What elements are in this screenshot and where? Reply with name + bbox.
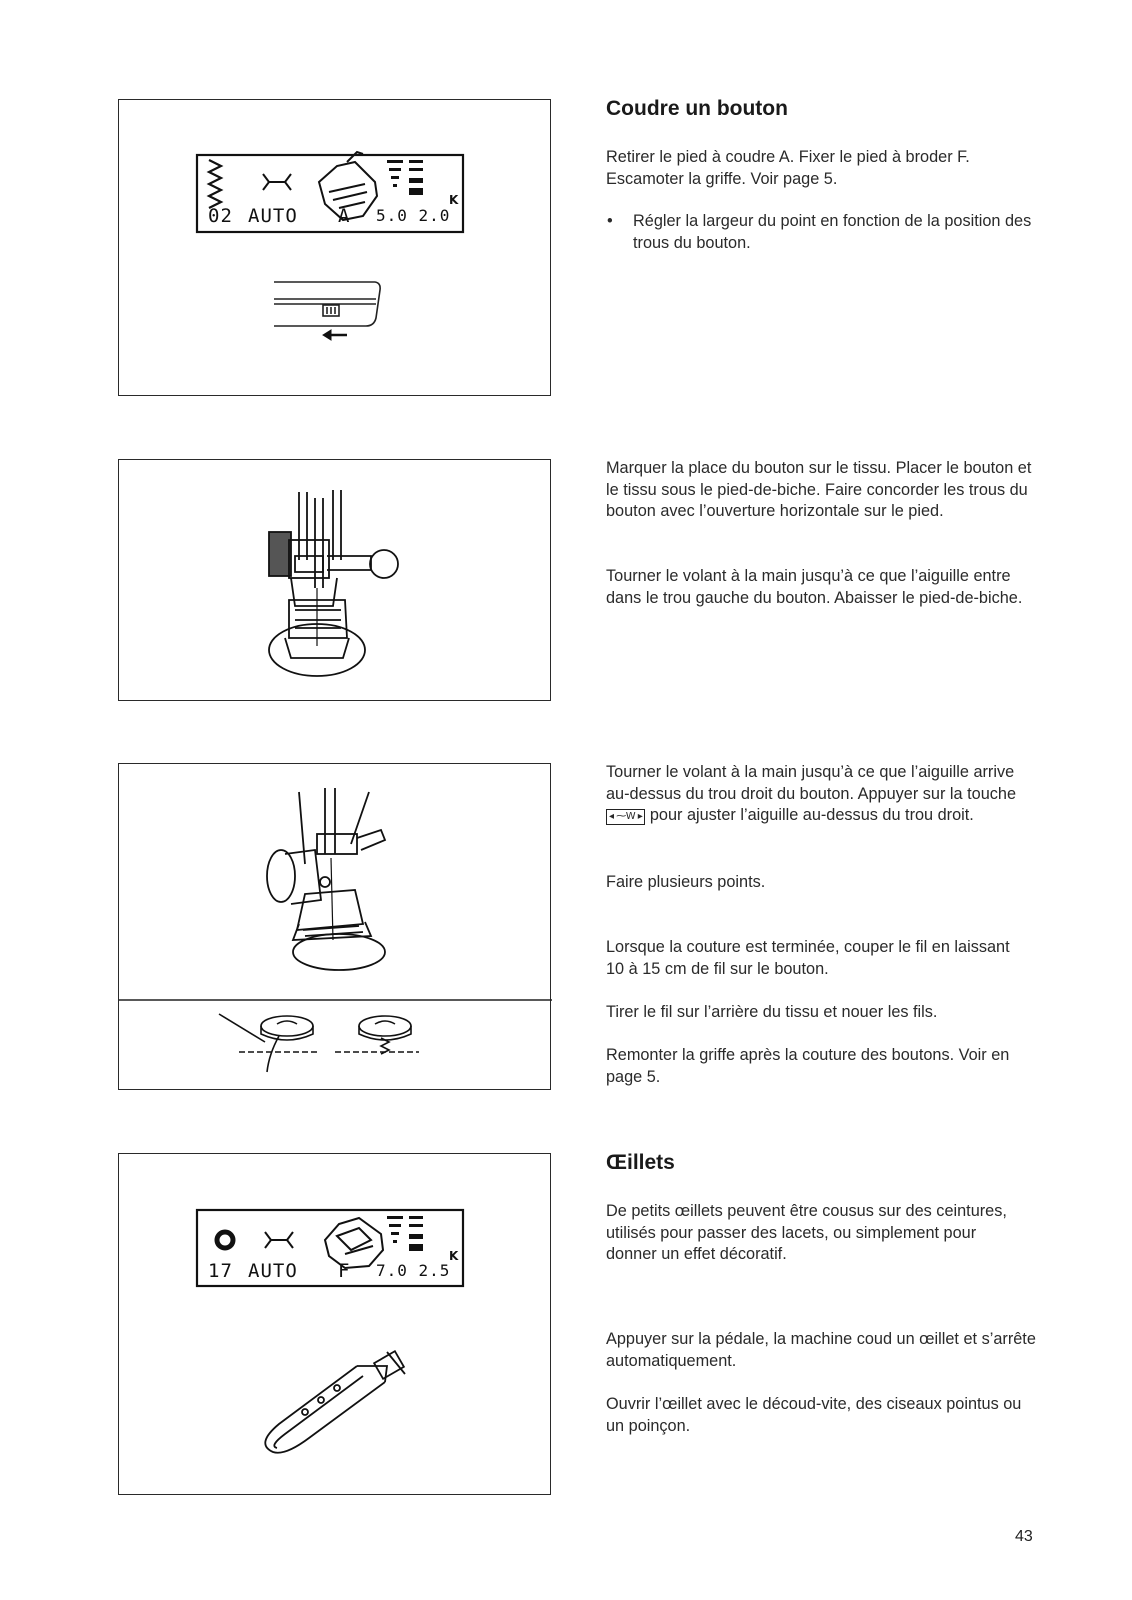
paragraph-ouvrir-oeillet: Ouvrir l’œillet avec le découd-vite, des ciseaux pointus ou un poinçon. xyxy=(606,1395,1022,1435)
text-part-b: pour ajuster l’aiguille au-dessus du trou droit. xyxy=(649,806,974,824)
svg-text:K: K xyxy=(449,193,459,207)
lcd-values: 5.0 2.0 xyxy=(376,206,451,225)
bullet-dot: • xyxy=(607,212,613,230)
paragraph-tourner-volant-droit xyxy=(606,762,1026,827)
heading-oeillets: Œillets xyxy=(606,1151,675,1174)
paragraph-petits-oeillets: De petits œillets peuvent être cousus sur des ceintures, utilisés pour passer des lacets, ou simplement pour donner un effet décoratif. xyxy=(606,1202,1007,1263)
paragraph-retirer-pied: Retirer le pied à coudre A. Fixer le pied à broder F. Escamoter la griffe. Voir page 5. xyxy=(606,148,970,188)
lcd-foot-letter: A xyxy=(338,205,351,227)
lcd-mode: AUTO xyxy=(248,1260,298,1282)
slide-left-arrow-icon xyxy=(323,330,347,340)
lcd-mode: AUTO xyxy=(248,205,298,227)
needle-position-key-icon: ◂ ⁓W ▸ xyxy=(606,809,645,825)
lcd-values: 7.0 2.5 xyxy=(376,1261,451,1280)
paragraph-appuyer-pedale: Appuyer sur la pédale, la machine coud un œillet et s’arrête automatiquement. xyxy=(606,1330,1036,1370)
text-part-a: Tourner le volant à la main jusqu’à ce que l’aiguille arrive au-dessus du trou droit du bouton. Appuyer sur la touche xyxy=(606,763,1017,803)
feed-dog-slider xyxy=(274,282,380,326)
paragraph-remonter-griffe: Remonter la griffe après la couture des boutons. Voir en page 5. xyxy=(606,1046,1010,1086)
paragraph-couture-terminee: Lorsque la couture est terminée, couper le fil en laissant 10 à 15 cm de fil sur le bouton. xyxy=(606,938,1010,978)
belt-with-eyelets xyxy=(265,1351,405,1453)
lcd-status-row xyxy=(208,202,458,226)
svg-text:K: K xyxy=(449,1249,459,1263)
lcd-status-row xyxy=(208,1257,458,1281)
button-on-fabric-left xyxy=(219,1014,319,1072)
lcd-illustration xyxy=(119,100,552,397)
lcd-pattern-number: 17 xyxy=(208,1260,233,1282)
paragraph-plusieurs-points: Faire plusieurs points. xyxy=(606,873,766,891)
figure-sewing-button xyxy=(118,763,551,1090)
bullet-item xyxy=(607,211,1043,254)
button-on-fabric-right xyxy=(335,1016,419,1054)
bullet-text: Régler la largeur du point en fonction de la position des trous du bouton. xyxy=(633,212,1032,252)
figure-lcd-button xyxy=(118,99,551,396)
figure-lcd-eyelet xyxy=(118,1153,551,1495)
paragraph-marquer-place: Marquer la place du bouton sur le tissu. Placer le bouton et le tissu sous le pied-de-biche. Faire concorder les trous du bouton avec l’ouverture horizontale sur le pied. xyxy=(606,459,1032,520)
figure-presser-foot-button xyxy=(118,459,551,701)
paragraph-tourner-volant-gauche: Tourner le volant à la main jusqu’à ce que l’aiguille entre dans le trou gauche du bouton. Abaisser le pied-de-biche. xyxy=(606,567,1023,607)
presser-foot-illustration xyxy=(119,460,552,702)
lcd-foot-letter: F xyxy=(338,1260,351,1282)
page-number: 43 xyxy=(1015,1528,1033,1545)
paragraph-tirer-fil: Tirer le fil sur l’arrière du tissu et nouer les fils. xyxy=(606,1003,938,1021)
sewing-button-illustration xyxy=(119,764,552,1091)
heading-coudre-un-bouton: Coudre un bouton xyxy=(606,97,788,120)
eyelet-illustration xyxy=(119,1154,552,1496)
lcd-pattern-number: 02 xyxy=(208,205,233,227)
